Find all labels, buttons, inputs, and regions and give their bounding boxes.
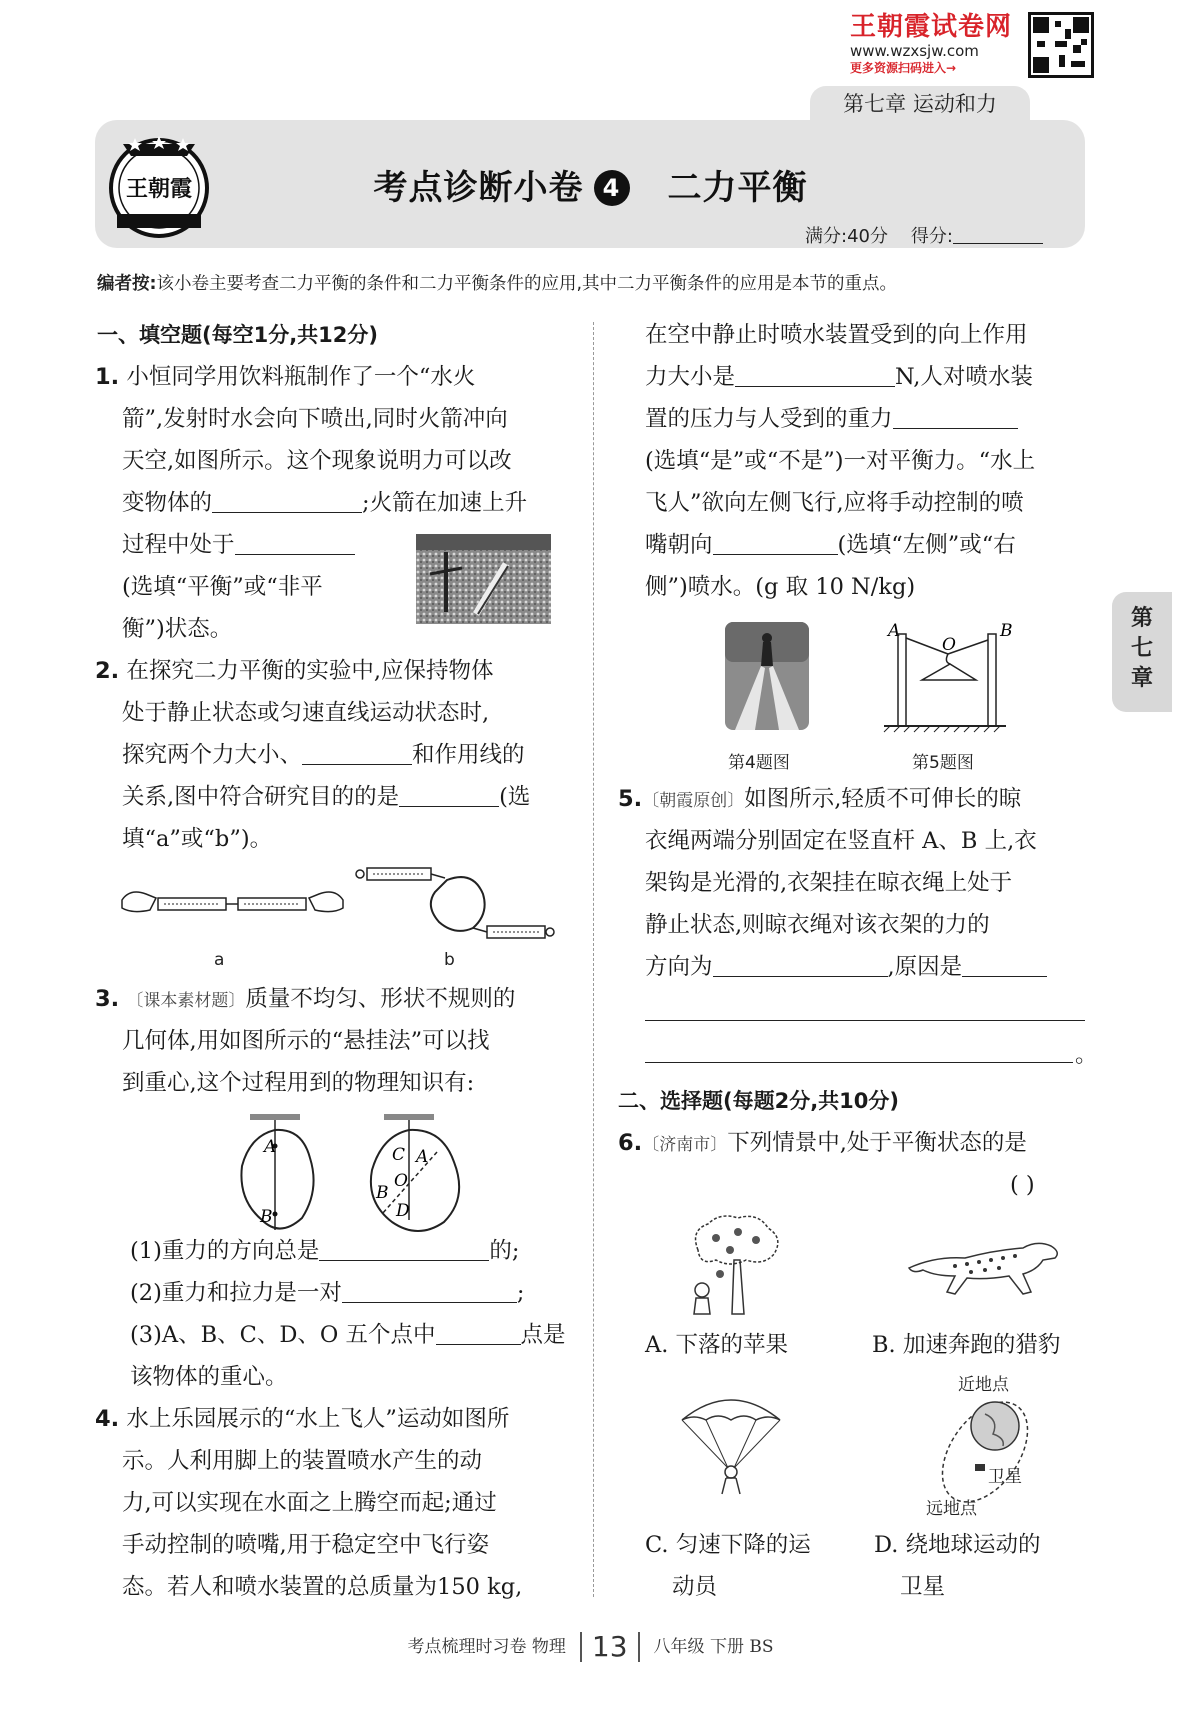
- q1-blank-1[interactable]: [212, 489, 362, 513]
- page-number: 13: [580, 1632, 640, 1662]
- side-tab-char-2: 七: [1130, 636, 1153, 661]
- q3-sub-3a: (3)A、B、C、D、O 五个点中: [130, 1322, 436, 1348]
- q6-near-point-label: 近地点: [958, 1375, 1009, 1395]
- section-1-title: 一、填空题(每空1分,共12分): [97, 323, 379, 347]
- got-score-label: 得分:: [910, 226, 953, 247]
- q3-blank-2[interactable]: [342, 1279, 517, 1303]
- chapter-tab: 第七章 运动和力: [810, 86, 1030, 122]
- q4-right-6: [645, 530, 1016, 560]
- q5-number: 5.: [618, 786, 643, 812]
- q6-parachutist-icon: [676, 1390, 786, 1500]
- q4-right-4: (选填“是”或“不是”)一对平衡力。“水上: [645, 448, 1036, 474]
- q1-rocket-photo: [416, 534, 551, 624]
- q1-line-4: [122, 488, 527, 518]
- q1-line-7: 衡”)状态。: [122, 616, 233, 642]
- side-tab-char-3: 章: [1130, 666, 1153, 691]
- q3-point-b2: B: [376, 1183, 389, 1203]
- q5-blank-1[interactable]: [713, 953, 888, 977]
- q1-line-6: (选填“平衡”或“非平: [122, 574, 323, 600]
- page-footer: [0, 1632, 1181, 1662]
- q3-line-1: [95, 984, 515, 1016]
- q3-blank-1[interactable]: [319, 1237, 489, 1261]
- brand-more: 更多资源扫码进入→: [850, 61, 957, 75]
- q3-point-c: C: [392, 1145, 406, 1165]
- q3-point-a2: A: [416, 1147, 429, 1167]
- exam-number-badge: 4: [594, 170, 630, 206]
- q2-blank-2[interactable]: [399, 783, 499, 807]
- q4-line-2: 示。人利用脚上的装置喷水产生的动: [122, 1448, 483, 1474]
- q2-text-3b: 和作用线的: [412, 742, 525, 768]
- footer-left: 考点梳理时习卷 物理: [407, 1637, 566, 1657]
- q3-line-3: 到重心,这个过程用到的物理知识有:: [122, 1070, 475, 1096]
- full-score-label: 满分:40分: [805, 226, 888, 247]
- q4-jetpack-photo: [725, 622, 809, 730]
- q5-line-1: [618, 784, 1021, 816]
- editor-note-text: 该小卷主要考查二力平衡的条件和二力平衡条件的应用,其中二力平衡条件的应用是本节的重点。: [156, 274, 898, 294]
- exam-title-part1: 考点诊断小卷: [373, 168, 584, 208]
- q5-line-2: 衣绳两端分别固定在竖直杆 A、B 上,衣: [645, 828, 1037, 854]
- editor-note: [97, 270, 1097, 295]
- q3-blank-3[interactable]: [436, 1321, 521, 1345]
- q1-text-4b: ;火箭在加速上升: [362, 490, 528, 516]
- q2-caption-a: a: [214, 950, 225, 970]
- brand-url[interactable]: www.wzxsjw.com: [850, 42, 979, 60]
- q3-text-1: 质量不均匀、形状不规则的: [245, 986, 516, 1012]
- q4-right-6b: (选填“左侧”或“右: [837, 532, 1016, 558]
- q5-line-4: 静止状态,则晾衣绳对该衣架的力的: [645, 912, 990, 938]
- q2-text-4b: (选: [499, 784, 531, 810]
- q4-right-3-text: 置的压力与人受到的重力: [645, 406, 893, 432]
- q4-text-1: 水上乐园展示的“水上飞人”运动如图所: [126, 1406, 510, 1432]
- score-line: [805, 220, 1043, 248]
- q2-text-4a: 关系,图中符合研究目的的是: [122, 784, 400, 810]
- brand-name: 王朝霞试卷网: [850, 12, 1013, 42]
- q5-tag: 〔朝霞原创〕: [642, 791, 745, 811]
- q5-blank-2[interactable]: [962, 953, 1047, 977]
- q5-text-1: 如图所示,轻质不可伸长的晾: [744, 786, 1022, 812]
- q2-line-2: 处于静止状态或匀速直线运动状态时,: [122, 700, 490, 726]
- q3-sub-2: [130, 1278, 524, 1308]
- q5-line-3: 架钩是光滑的,衣架挂在晾衣绳上处于: [645, 870, 1013, 896]
- q4-blank-3[interactable]: [713, 531, 838, 555]
- side-chapter-tab: [1112, 592, 1172, 712]
- footer-right: 八年级 下册 BS: [653, 1637, 774, 1657]
- q6-number: 6.: [618, 1130, 643, 1156]
- q3-sub-3b: 点是: [520, 1322, 566, 1348]
- q4-line-3: 力,可以实现在水面之上腾空而起;通过: [122, 1490, 497, 1516]
- q1-line-5: [122, 530, 355, 560]
- q5-text-5b: ,原因是: [887, 954, 963, 980]
- q3-point-o: O: [394, 1171, 408, 1191]
- q4-right-2b: N,人对喷水装: [895, 364, 1033, 390]
- q5-end-period: 。: [1075, 1042, 1098, 1068]
- q4-blank-1[interactable]: [735, 363, 895, 387]
- q5-text-5a: 方向为: [645, 954, 713, 980]
- q1-line-3: 天空,如图所示。这个现象说明力可以改: [122, 448, 512, 474]
- q6-cheetah-icon: [905, 1230, 1065, 1300]
- q3-sub-1: [130, 1236, 519, 1266]
- q5-line-5: [645, 952, 1047, 982]
- q3-number: 3.: [95, 986, 120, 1012]
- q2-line-5: 填“a”或“b”)。: [122, 826, 273, 852]
- exam-title: [0, 160, 1181, 209]
- q5-blank-line-2[interactable]: [645, 1062, 1073, 1063]
- q3-sub-2a: (2)重力和拉力是一对: [130, 1280, 342, 1306]
- q6-apple-tree-icon: [680, 1210, 790, 1320]
- editor-note-label: 编者按:: [97, 274, 157, 294]
- brand-block: [850, 12, 1020, 76]
- q5-point-o: O: [942, 635, 956, 655]
- q5-blank-line-1[interactable]: [645, 1020, 1085, 1021]
- q3-sub-4: 该物体的重心。: [130, 1364, 288, 1390]
- q3-line-2: 几何体,用如图所示的“悬挂法”可以找: [122, 1028, 490, 1054]
- q2-caption-b: b: [444, 950, 455, 970]
- q4-right-3: [645, 404, 1018, 434]
- q3-point-a1: A: [264, 1137, 277, 1157]
- q6-option-c-1[interactable]: C. 匀速下降的运: [645, 1532, 811, 1558]
- q4-right-2a: 力大小是: [645, 364, 736, 390]
- q6-option-a[interactable]: A. 下落的苹果: [645, 1332, 789, 1358]
- q1-number: 1.: [95, 364, 120, 390]
- q6-tag: 〔济南市〕: [642, 1135, 728, 1155]
- q4-line-1: [95, 1404, 509, 1434]
- q3-point-b1: B: [260, 1207, 273, 1227]
- q5-point-b: B: [1000, 621, 1013, 641]
- q1-text-5: 过程中处于: [122, 532, 235, 558]
- q6-option-c-2: 动员: [672, 1574, 718, 1600]
- q2-text-1: 在探究二力平衡的实验中,应保持物体: [126, 658, 494, 684]
- q2-figure-a: [120, 880, 345, 930]
- q1-line-2: 箭”,发射时水会向下喷出,同时火箭冲向: [122, 406, 508, 432]
- q2-text-3a: 探究两个力大小、: [122, 742, 303, 768]
- q3-sub-2b: ;: [516, 1280, 525, 1306]
- side-tab-char-1: 第: [1130, 606, 1153, 631]
- q2-blank-1[interactable]: [302, 741, 412, 765]
- exam-title-part2: 二力平衡: [667, 168, 808, 208]
- q2-line-4: [122, 782, 530, 812]
- q4-number: 4.: [95, 1406, 120, 1432]
- q4-caption: 第4题图: [728, 753, 790, 773]
- q4-right-2: [645, 362, 1033, 392]
- section-2-title: 二、选择题(每题2分,共10分): [618, 1089, 900, 1113]
- q6-satellite-label: 卫星: [988, 1467, 1022, 1487]
- qr-code-icon[interactable]: [1028, 12, 1094, 78]
- q4-line-4: 手动控制的喷嘴,用于稳定空中飞行姿: [122, 1532, 490, 1558]
- q4-right-7: 侧”)喷水。(g 取 10 N/kg): [645, 574, 916, 600]
- q4-line-5: 态。若人和喷水装置的总质量为150 kg,: [122, 1574, 523, 1600]
- q3-hanging-figures: [232, 1110, 472, 1240]
- q6-line-1: [618, 1128, 1027, 1160]
- column-divider: [593, 322, 594, 1597]
- q6-option-d-2: 卫星: [900, 1574, 946, 1600]
- q2-figure-b: [355, 866, 555, 946]
- q4-right-1: 在空中静止时喷水装置受到的向上作用: [645, 322, 1028, 348]
- q1-blank-2[interactable]: [235, 531, 355, 555]
- q3-sub-1b: 的;: [489, 1238, 520, 1264]
- q3-tag: 〔课本素材题〕: [126, 991, 246, 1011]
- q6-option-b[interactable]: B. 加速奔跑的猎豹: [872, 1332, 1061, 1358]
- q3-point-d: D: [396, 1201, 410, 1221]
- q5-caption: 第5题图: [912, 753, 974, 773]
- q3-sub-1a: (1)重力的方向总是: [130, 1238, 320, 1264]
- q5-point-a: A: [888, 621, 901, 641]
- q4-blank-2[interactable]: [893, 405, 1018, 429]
- q1-text-4a: 变物体的: [122, 490, 213, 516]
- q4-right-6a: 嘴朝向: [645, 532, 713, 558]
- q4-right-5: 飞人”欲向左侧飞行,应将手动控制的喷: [645, 490, 1024, 516]
- q5-clothesline-figure: [880, 620, 1013, 738]
- q6-answer-paren[interactable]: ( ): [1010, 1172, 1035, 1198]
- q2-line-3: [122, 740, 525, 770]
- q3-sub-3: [130, 1320, 566, 1350]
- q2-line-1: [95, 656, 494, 686]
- q1-line-1: [95, 362, 475, 392]
- q6-text-1: 下列情景中,处于平衡状态的是: [727, 1130, 1027, 1156]
- logo-text: 王朝霞: [125, 176, 193, 202]
- q1-text-1: 小恒同学用饮料瓶制作了一个“水火: [126, 364, 476, 390]
- score-blank[interactable]: [953, 220, 1043, 244]
- q6-far-point-label: 远地点: [926, 1499, 977, 1519]
- q2-number: 2.: [95, 658, 120, 684]
- q6-option-d-1[interactable]: D. 绕地球运动的: [874, 1532, 1041, 1558]
